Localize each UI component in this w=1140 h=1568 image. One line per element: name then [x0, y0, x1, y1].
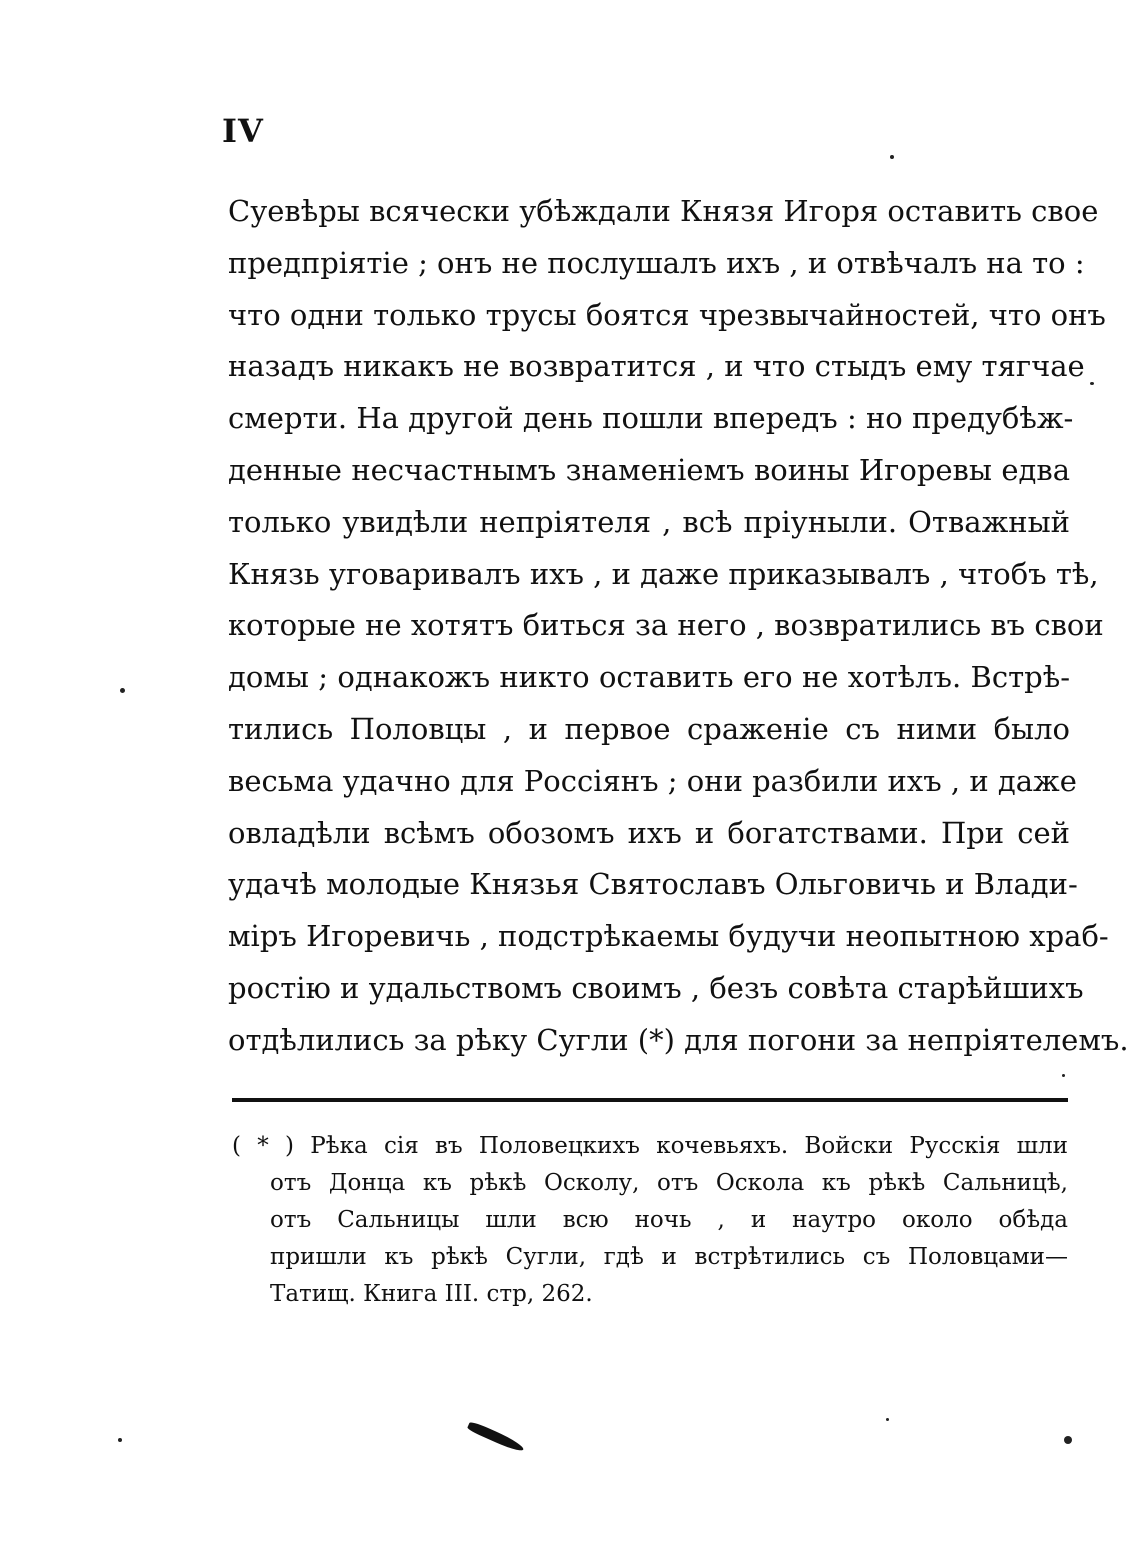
ink-smudge: [467, 1420, 526, 1454]
text-line: назадъ никакъ не возвратится , и что стыдъ ему тягчае: [228, 349, 1085, 384]
main-text: [228, 186, 1129, 1067]
footnote-line: пришли къ рѣкѣ Сугли, гдѣ и встрѣтились съ Половцами—: [270, 1244, 1068, 1270]
text-line: которые не хотятъ биться за него , возвратились въ свои: [228, 608, 1104, 643]
scan-speck: [120, 688, 125, 693]
text-line: овладѣли всѣмъ обозомъ ихъ и богатствами. При сей: [228, 815, 1070, 850]
footnote-divider: [232, 1098, 1068, 1102]
text-line: только увидѣли непріятеля , всѣ пріуныли. Отважный: [228, 504, 1070, 539]
footnote: [232, 1128, 1068, 1313]
text-line: смерти. На другой день пошли впередъ : но предубѣж-: [228, 401, 1074, 436]
page-number: IV: [222, 112, 264, 150]
text-line: ростію и удальствомъ своимъ , безъ совѣта старѣйшихъ: [228, 970, 1084, 1005]
footnote-line: отъ Донца къ рѣкѣ Осколу, отъ Оскола къ рѣкѣ Сальницѣ,: [270, 1170, 1068, 1196]
footnote-line: ( * ) Рѣка сія въ Половецкихъ кочевьяхъ. Войски Русскія шли: [232, 1133, 1068, 1159]
scan-speck: [1090, 382, 1094, 385]
text-line: что одни только трусы боятся чрезвычайностей, что онъ: [228, 297, 1106, 332]
text-line: удачѣ молодые Князья Святославъ Ольговичь и Влади-: [228, 867, 1078, 902]
text-line: Князь уговаривалъ ихъ , и даже приказывалъ , чтобъ тѣ,: [228, 556, 1099, 591]
scan-speck: [1062, 1074, 1065, 1077]
scan-speck: [118, 1438, 122, 1442]
text-line: денные несчастнымъ знаменіемъ воины Игоревы едва: [228, 452, 1070, 487]
text-line: предпріятіе ; онъ не послушалъ ихъ , и отвѣчалъ на то :: [228, 245, 1085, 280]
text-line: тились Половцы , и первое сраженіе съ ними было: [228, 711, 1070, 746]
text-line: весьма удачно для Россіянъ ; они разбили ихъ , и даже: [228, 763, 1077, 798]
text-line: отдѣлились за рѣку Сугли (*) для погони за непріятелемъ.: [228, 1022, 1129, 1057]
footnote-line: отъ Сальницы шли всю ночь , и наутро около обѣда: [270, 1207, 1068, 1233]
text-line: домы ; однакожъ никто оставить его не хотѣлъ. Встрѣ-: [228, 660, 1070, 695]
text-line: міръ Игоревичь , подстрѣкаемы будучи неопытною храб-: [228, 919, 1109, 954]
scan-speck: [890, 155, 894, 159]
text-line: Суевѣры всячески убѣждали Князя Игоря оставить свое: [228, 194, 1099, 228]
scan-speck: [886, 1418, 889, 1421]
scan-speck: [1064, 1436, 1072, 1444]
footnote-line: Татищ. Книга III. стр, 262.: [270, 1281, 593, 1307]
